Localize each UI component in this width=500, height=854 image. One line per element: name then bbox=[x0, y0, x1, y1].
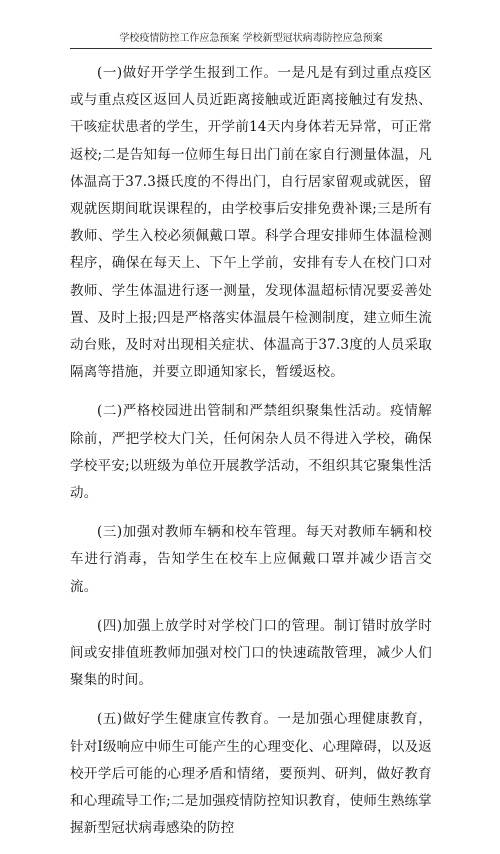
page-header: 学校疫情防控工作应急预案 学校新型冠状病毒防控应急预案 bbox=[70, 32, 432, 49]
paragraph-vehicle-management: (三)加强对教师车辆和校车管理。每天对教师车辆和校车进行消毒，告知学生在校车上应佩戴口罩并减少语言交流。 bbox=[70, 524, 432, 595]
paragraph-student-registration: (一)做好开学学生报到工作。一是凡是有到过重点疫区或与重点疫区返回人员近距离接触或近距离接触过有发热、干咳症状患者的学生，开学前14天内身体若无异常，可正常返校;二是告知每一位师生每日出门前在家自行测量体温，凡体温高于37.3摄氏度的不得出门，自行居家留观或就医，留观就医期间耽误课程的，由学校事后安排免费补课;三是所有教师、学生入校必须佩戴口罩。科学合理安排师生体温检测程序，确保在每天上、下午上学前，安排有专人在校门口对教师、学生体温进行逐一测量，发现体温超标情况要妥善处置、及时上报;四是严格落实体温晨午检测制度，建立师生流动台账，及时对出现相关症状、体温高于37.3度的人员采取隔离等措施，并要立即通知家长，暂缓返校。 bbox=[70, 65, 432, 381]
paragraph-health-education: (五)做好学生健康宣传教育。一是加强心理健康教育，针对Ⅰ级响应中师生可能产生的心理变化、心理障碍，以及返校开学后可能的心理矛盾和情绪，要预判、研判，做好教育和心理疏导工作;二是加强疫情防控知识教育，使师生熟练掌握新型冠状病毒感染的防控 bbox=[70, 711, 432, 837]
paragraph-campus-access-control: (二)严格校园进出管制和严禁组织聚集性活动。疫情解除前，严把学校大门关，任何闲杂人员不得进入学校，确保学校平安;以班级为单位开展教学活动，不组织其它聚集性活动。 bbox=[70, 403, 432, 502]
document-body bbox=[70, 60, 432, 854]
paragraph-school-gate-management: (四)加强上放学时对学校门口的管理。制订错时放学时间或安排值班教师加强对校门口的快速疏散管理，减少人们聚集的时间。 bbox=[70, 617, 432, 689]
